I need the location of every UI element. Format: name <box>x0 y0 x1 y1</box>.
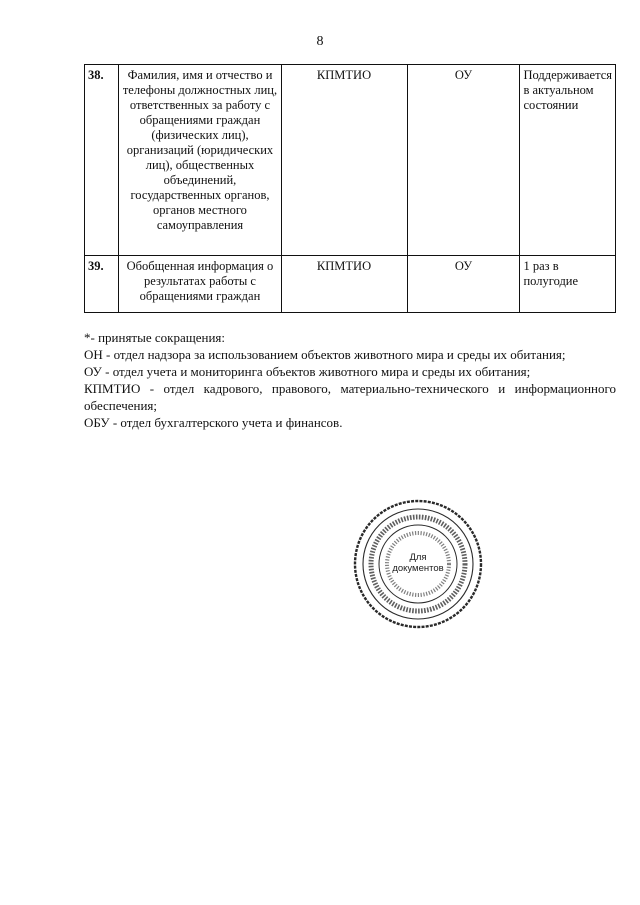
row-responsible: КПМТИО <box>281 65 407 256</box>
official-stamp <box>352 498 484 630</box>
note-on: ОН - отдел надзора за использованием объектов животного мира и среды их обитания; <box>84 347 566 362</box>
data-table <box>84 64 616 313</box>
note-kpmtio-cont: обеспечения; <box>84 398 158 413</box>
row-name: Обобщенная информация о результатах работы с обращениями граждан <box>119 256 281 313</box>
table-row <box>85 65 616 256</box>
row-form: ОУ <box>407 65 520 256</box>
note-kpmtio: КПМТИО - отдел кадрового, правового, материально-технического и информационного <box>84 381 616 396</box>
page-number: 8 <box>316 34 324 49</box>
row-number: 38. <box>85 65 119 256</box>
table-row <box>85 256 616 313</box>
row-name: Фамилия, имя и отчество и телефоны должностных лиц, ответственных за работу с обращениями граждан (физических лиц), организаций (юридических лиц), общественных объединений, государственных органов, органов местного самоуправления <box>119 65 281 256</box>
notes-title: *- принятые сокращения: <box>84 330 226 345</box>
row-number: 39. <box>85 256 119 313</box>
note-ou: ОУ - отдел учета и мониторинга объектов животного мира и среды их обитания; <box>84 364 531 379</box>
row-period: Поддерживается в актуальном состоянии <box>520 65 616 256</box>
row-form: ОУ <box>407 256 520 313</box>
abbreviations-notes <box>84 329 616 431</box>
stamp-text-line1: Для <box>409 552 427 563</box>
row-period: 1 раз в полугодие <box>520 256 616 313</box>
row-responsible: КПМТИО <box>281 256 407 313</box>
note-obu: ОБУ - отдел бухгалтерского учета и финансов. <box>84 415 343 430</box>
stamp-text-line2: документов <box>392 563 444 574</box>
